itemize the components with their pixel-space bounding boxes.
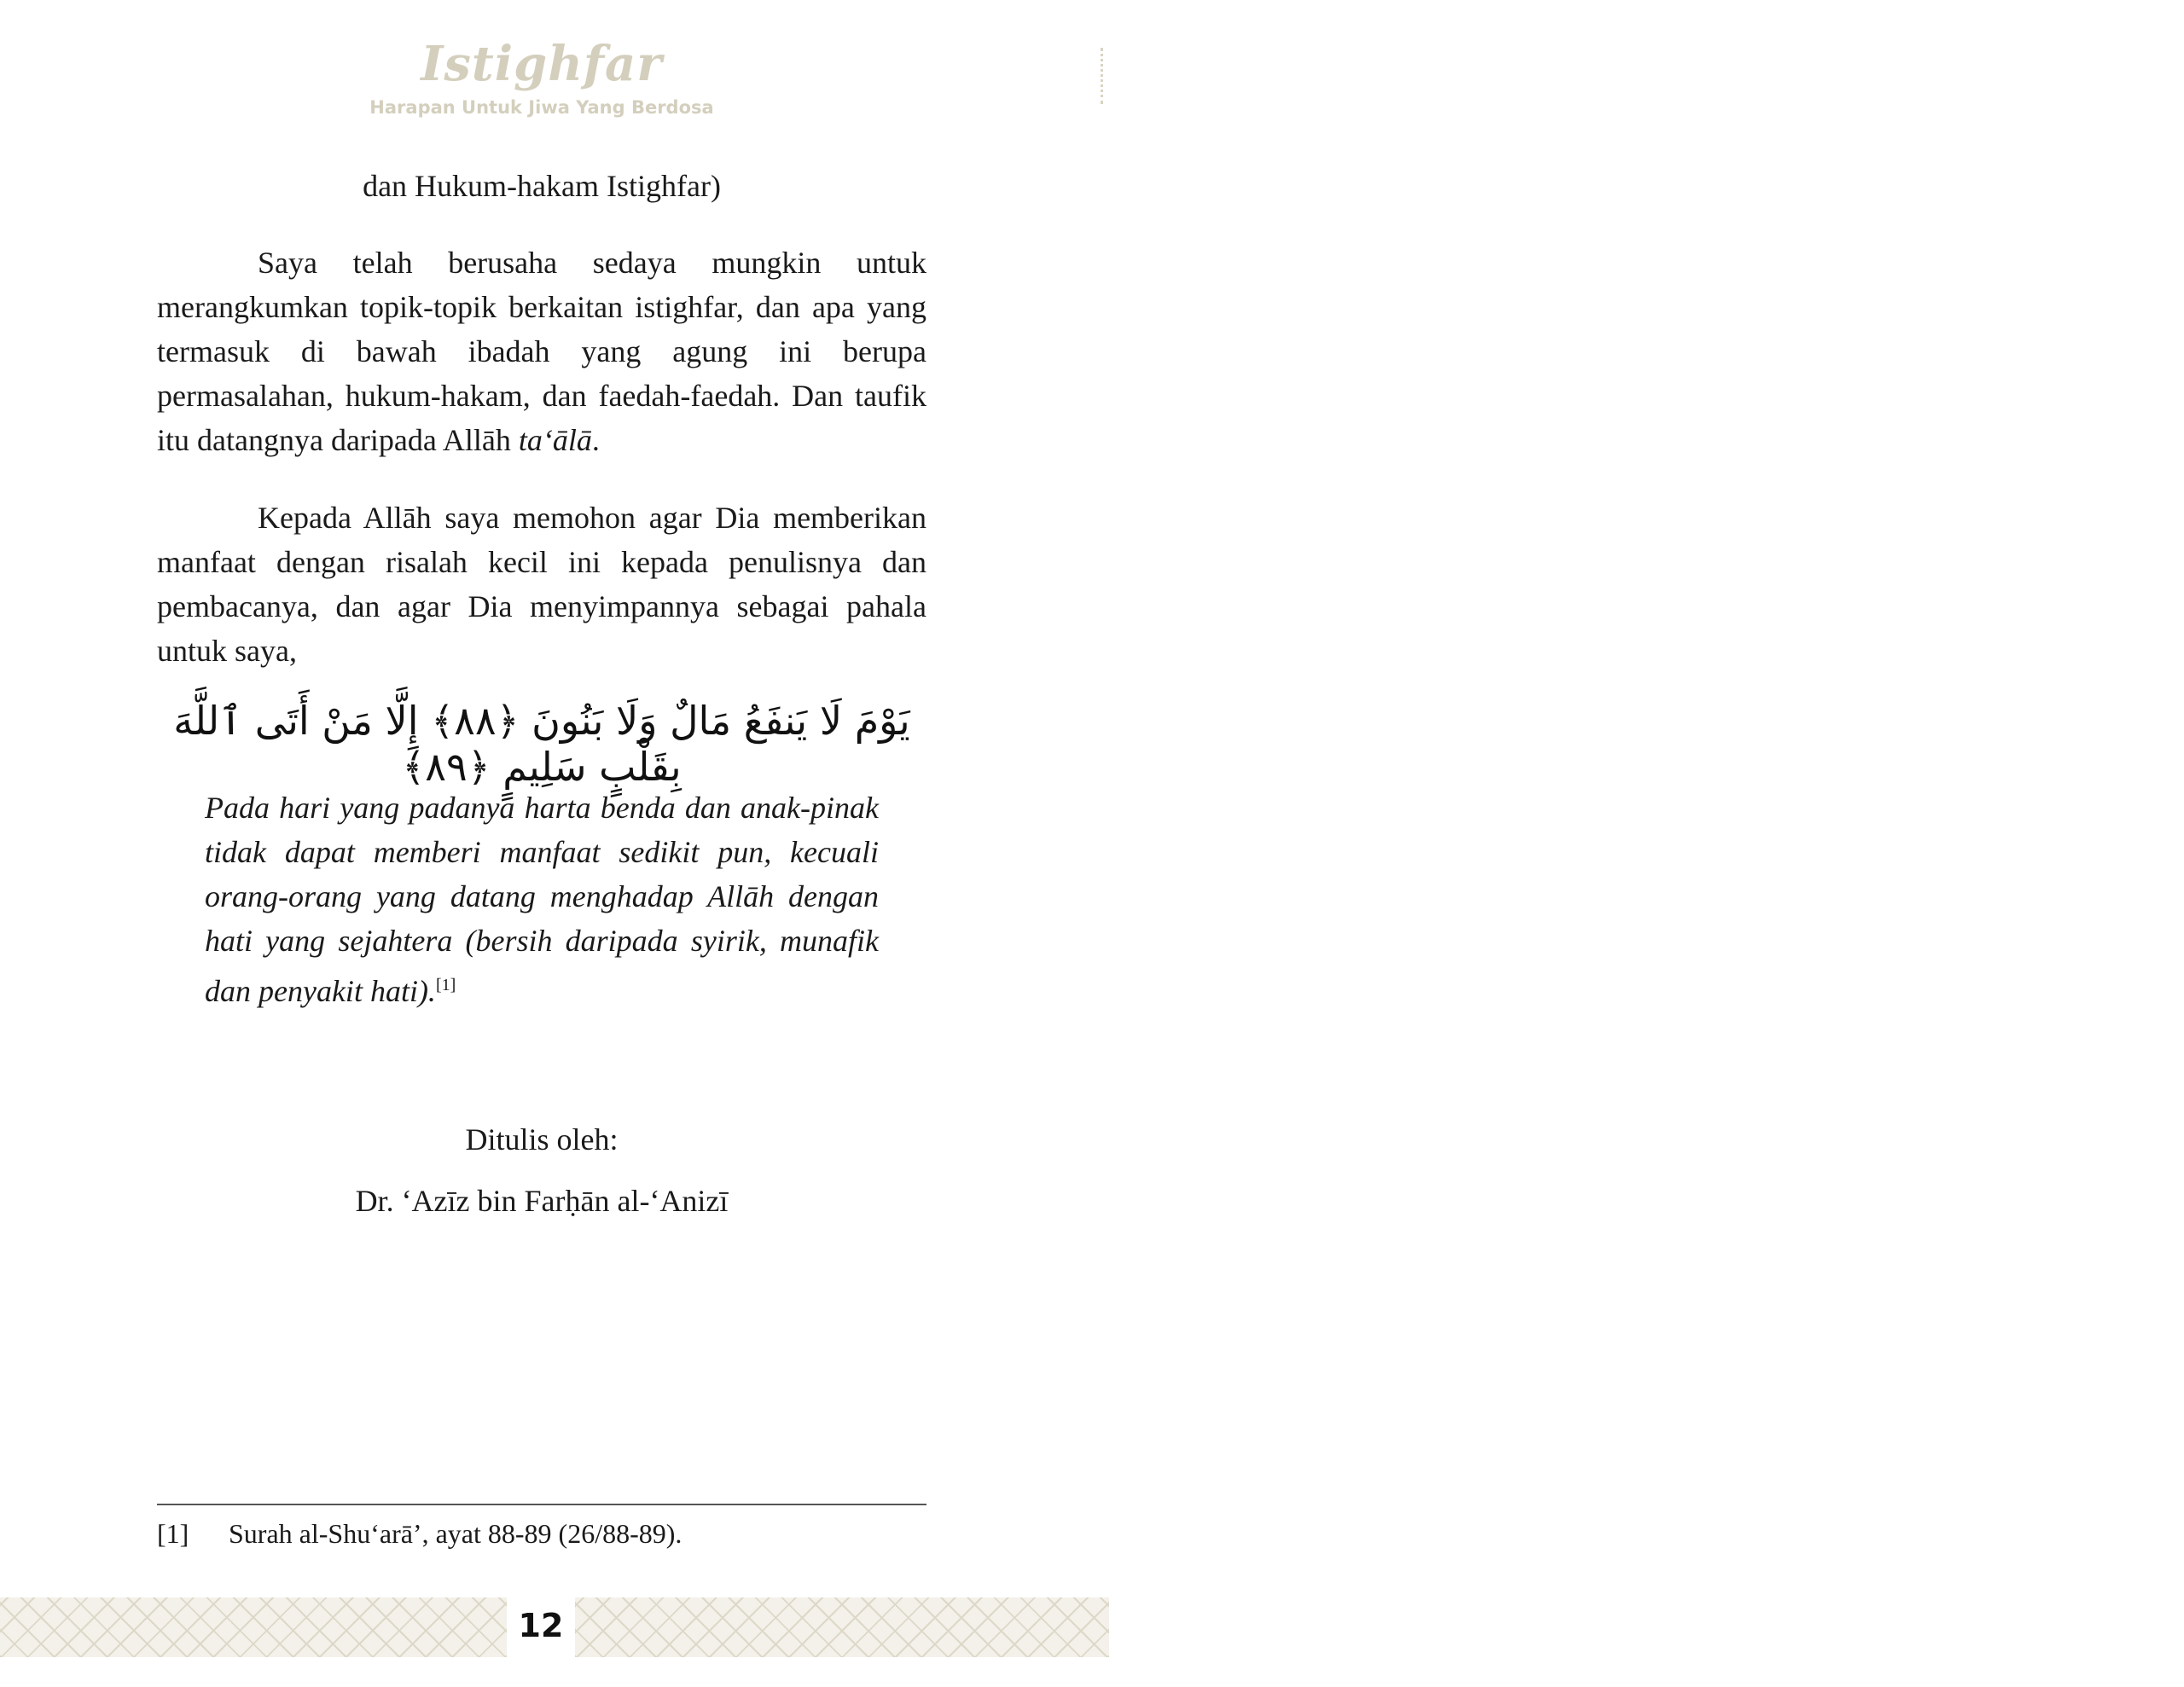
paragraph-1-italic: ta‘ālā [518, 423, 592, 457]
arabic-verse: يَوْمَ لَا يَنفَعُ مَالٌ وَلَا بَنُونَ ﴿٨٨﴾ إِلَّا مَنْ أَتَى ٱللَّهَ بِقَلْبٍ سَلِيمٍ ﴿٨٩﴾ [173, 698, 910, 790]
footer-ornament-left [0, 1597, 507, 1657]
paragraph-1-end: . [591, 423, 600, 457]
footnote [157, 1515, 926, 1552]
footnote-rule [157, 1504, 926, 1505]
footnote-number: [1] [157, 1518, 189, 1549]
written-by-label: Ditulis oleh: [465, 1122, 619, 1157]
translation-text: Pada hari yang padanya harta benda dan anak-pinak tidak dapat memberi manfaat sedikit pun, kecuali orang-orang yang datang menghadap Allāh dengan hati yang sejahtera (bersih daripada syirik, munafik dan penyakit hati). [205, 791, 879, 1008]
footnote-text: Surah al-Shu‘arā’, ayat 88-89 (26/88-89). [229, 1518, 682, 1549]
paragraph-1 [157, 241, 926, 462]
verse-translation [205, 786, 879, 1013]
author-name: Dr. ‘Azīz bin Farḥān al-‘Anizī [355, 1184, 729, 1218]
header-dotted-divider [1101, 48, 1103, 104]
footer-ornament-right [575, 1597, 1109, 1657]
paragraph-2: Kepada Allāh saya memohon agar Dia memberikan manfaat dengan risalah kecil ini kepada penulisnya dan pembacanya, dan agar Dia menyimpannya sebagai pahala untuk saya, [157, 501, 926, 668]
running-header-subtitle: Harapan Untuk Jiwa Yang Berdosa [369, 97, 714, 118]
paragraph-1-text: Saya telah berusaha sedaya mungkin untuk merangkumkan topik-topik berkaitan istighfar, dan apa yang termasuk di bawah ibadah yang agung ini berupa permasalahan, hukum-hakam, dan faedah-faedah. Dan taufik itu datangnya daripada Allāh [157, 246, 926, 457]
heading-continuation: dan Hukum-hakam Istighfar) [363, 169, 721, 203]
running-header-title: Istighfar [421, 36, 663, 92]
page-number: 12 [518, 1607, 564, 1644]
footnote-reference[interactable]: [1] [435, 976, 456, 994]
